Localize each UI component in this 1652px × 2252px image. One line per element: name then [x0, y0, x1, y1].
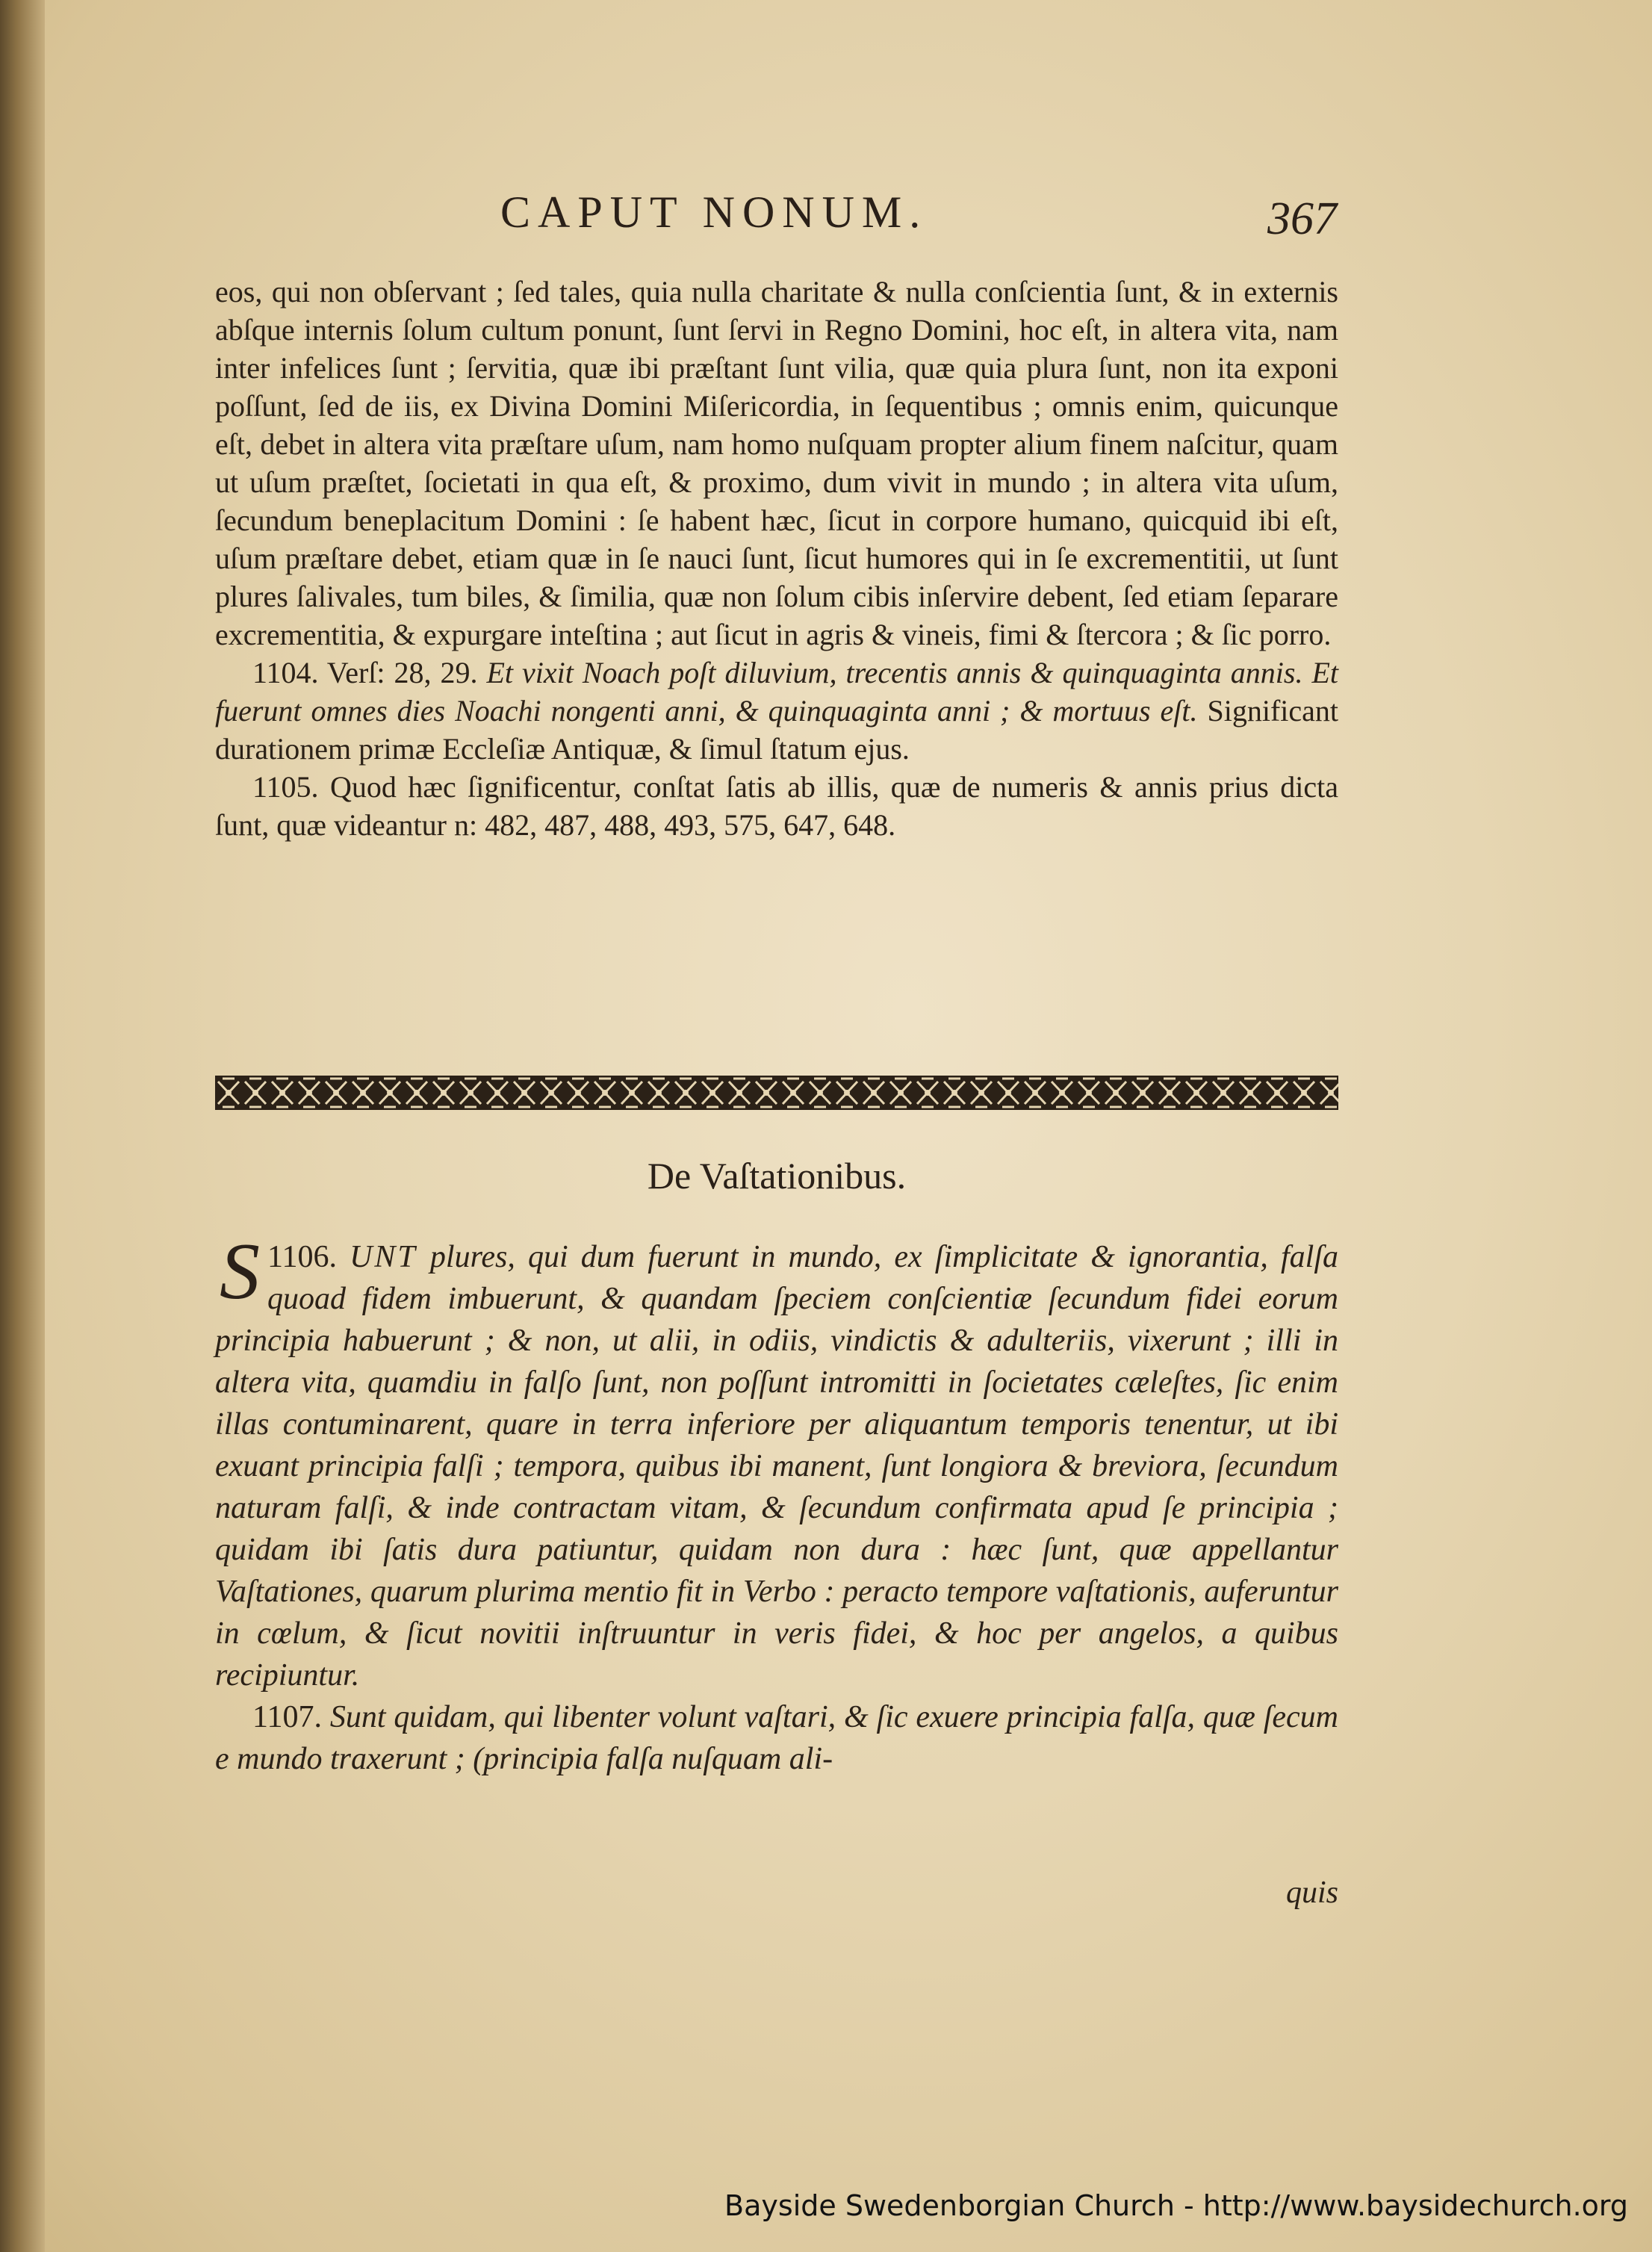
page-number: 367	[1267, 193, 1337, 244]
paragraph-text: Significant durationem primæ Eccleſiæ Antiquæ, & ſimul ſtatum ejus.	[215, 694, 1338, 766]
paragraph-number: 1104.	[252, 656, 319, 689]
footer-credit: Bayside Swedenborgian Church - http://www.baysidechurch.org	[724, 2189, 1628, 2222]
small-caps-word: UNT	[350, 1240, 417, 1274]
paragraph-number: 1107.	[252, 1700, 322, 1734]
paragraph-number: 1106.	[267, 1240, 337, 1274]
running-title: CAPUT NONUM.	[500, 187, 928, 237]
drop-cap: S	[220, 1227, 260, 1316]
book-gutter	[0, 0, 45, 2252]
paragraph-number: 1105.	[252, 770, 319, 804]
verse-reference: Verſ: 28, 29.	[326, 656, 478, 689]
scripture-quote: Et vixit Noach poſt diluvium, trecentis annis & quinquaginta annis. Et fuerunt omnes dies Noachi nongenti anni, & quinquaginta anni ; & mortuus eſt.	[215, 656, 1338, 728]
ornamental-border	[215, 1076, 1338, 1110]
main-text	[215, 273, 1338, 844]
catchword: quis	[1285, 1876, 1338, 1910]
section-heading: De Vaſtationibus.	[647, 1155, 907, 1197]
running-head	[217, 187, 1337, 246]
paragraph-1104	[215, 654, 1338, 768]
paragraph-1105	[215, 768, 1338, 844]
paragraph-text: Sunt quidam, qui libenter volunt vaſtari, & ſic exuere principia falſa, quæ ſecum e mundo traxerunt ; (principia falſa nuſquam ali-	[215, 1700, 1338, 1776]
paragraph-1106	[215, 1227, 1339, 1696]
continuation-paragraph: eos, qui non obſervant ; ſed tales, quia nulla charitate & nulla conſcientia ſunt, & in externis abſque internis ſolum cultum ponunt, ſunt ſervi in Regno Domini, hoc eſt, in altera vita, nam inter infelices ſunt ; ſervitia, quæ ibi præſtant ſunt vilia, quæ quia plura ſunt, non ita exponi poſſunt, ſed de iis, ex Divina Domini Miſericordia, in ſequentibus ; omnis enim, quicunque eſt, debet in altera vita præſtare uſum, nam homo nuſquam propter alium finem naſcitur, quam ut uſum præſtet, ſocietati in qua eſt, & proximo, dum vivit in mundo ; in altera vita uſum, ſecundum beneplacitum Domini : ſe habent hæc, ſicut in corpore humano, quicquid ibi eſt, uſum præſtare debet, etiam quæ in ſe nauci ſunt, ſicut humores qui in ſe excrementitii, ut ſunt plures ſalivales, tum biles, & ſimilia, quæ non ſolum cibis inſervire debent, ſed etiam ſeparare excrementitia, & expurgare inteſtina ; aut ſicut in agris & vineis, fimi & ſtercora ; & ſic porro.	[215, 275, 1338, 651]
paragraph-text: Quod hæc ſignificentur, conſtat ſatis ab illis, quæ de numeris & annis prius dicta ſunt, quæ videantur n: 482, 487, 488, 493, 575, 647, 648.	[215, 770, 1339, 842]
section-text	[215, 1227, 1339, 1780]
paragraph-1107	[215, 1696, 1338, 1780]
paragraph-text: plures, qui dum fuerunt in mundo, ex ſimplicitate & ignorantia, falſa quoad fidem imbuerunt, & quandam ſpeciem conſcientiæ ſecundum fidei eorum principia habuerunt ; & non, ut alii, in odiis, vindictis & adulteriis, vixerunt ; illi in altera vita, quamdiu in falſo ſunt, non poſſunt intromitti in ſocietates cæleſtes, ſic enim illas contuminarent, quare in terra inferiore per aliquantum temporis tenentur, ut ibi exuant principia falſi ; tempora, quibus ibi manent, ſunt longiora & breviora, ſecundum naturam falſi, & inde contractam vitam, & ſecundum confirmata apud ſe principia ; quidam ibi ſatis dura patiuntur, quidam non dura : hæc ſunt, quæ appellantur Vaſtationes, quarum plurima mentio fit in Verbo : peracto tempore vaſtationis, auferuntur in cœlum, & ſicut novitii inſtruuntur in veris fidei, & hoc per angelos, a quibus recipiuntur.	[215, 1240, 1339, 1693]
